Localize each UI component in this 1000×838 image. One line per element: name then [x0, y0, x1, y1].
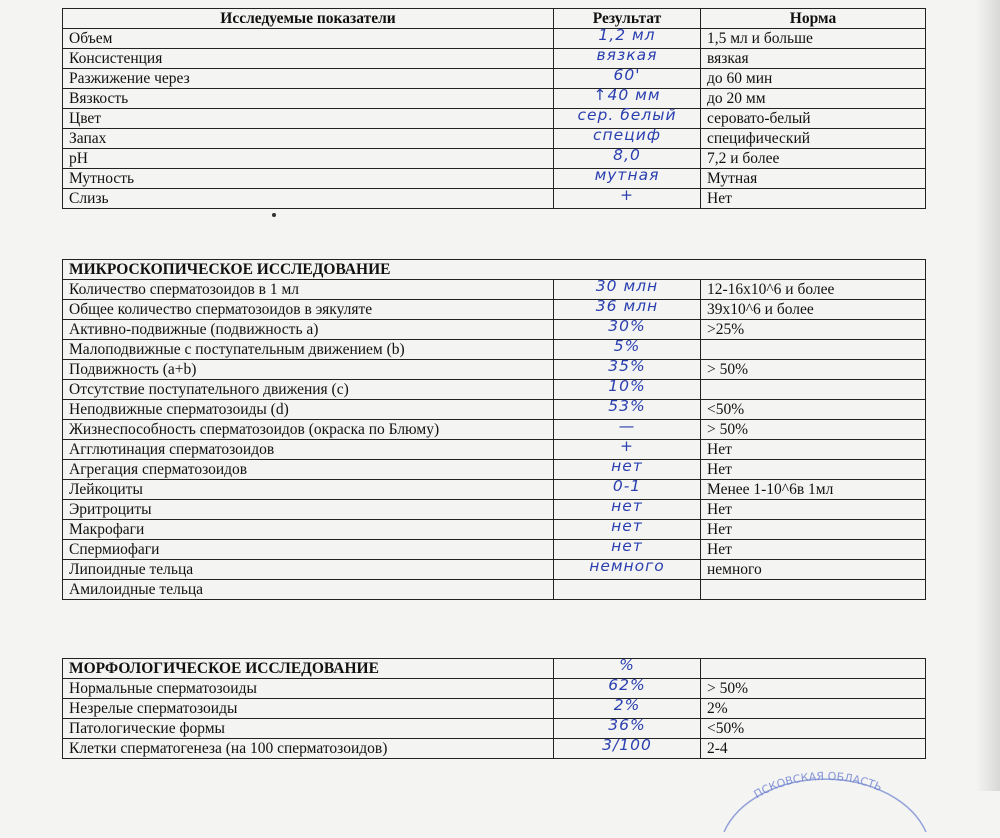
handwritten-result: 30 млн: [554, 280, 701, 300]
svg-text:ПСКОВСКАЯ ОБЛАСТЬ: [752, 770, 884, 801]
reference-norm: 7,2 и более: [701, 149, 926, 169]
handwritten-result: [554, 580, 701, 600]
table-row: [63, 440, 926, 460]
handwritten-result: 3/100: [554, 739, 701, 759]
indicator-name: Объем: [63, 29, 554, 49]
indicator-name: Разжижение через: [63, 69, 554, 89]
handwritten-result: сер. белый: [554, 109, 701, 129]
reference-norm: 2-4: [701, 739, 926, 759]
reference-norm: Мутная: [701, 169, 926, 189]
table-row: [63, 300, 926, 320]
indicator-name: Слизь: [63, 189, 554, 209]
reference-norm: 1,5 мл и больше: [701, 29, 926, 49]
indicator-name: Мутность: [63, 169, 554, 189]
reference-norm: <50%: [701, 400, 926, 420]
indicator-name: Амилоидные тельца: [63, 580, 554, 600]
reference-norm: [701, 380, 926, 400]
reference-norm: серовато-белый: [701, 109, 926, 129]
indicator-name: Малоподвижные с поступательным движением (b): [63, 340, 554, 360]
table-row: [63, 400, 926, 420]
reference-norm: > 50%: [701, 679, 926, 699]
reference-norm: до 20 мм: [701, 89, 926, 109]
table-row: [63, 560, 926, 580]
reference-norm: Нет: [701, 500, 926, 520]
table-row: [63, 480, 926, 500]
table-row: [63, 49, 926, 69]
table-row: [63, 149, 926, 169]
indicator-name: Эритроциты: [63, 500, 554, 520]
handwritten-result: 5%: [554, 340, 701, 360]
table-row: [63, 460, 926, 480]
reference-norm: <50%: [701, 719, 926, 739]
official-stamp: [720, 748, 930, 838]
indicator-name: Общее количество сперматозоидов в эякуляте: [63, 300, 554, 320]
indicator-name: Липоидные тельца: [63, 560, 554, 580]
table-row: [63, 520, 926, 540]
handwritten-result: нет: [554, 500, 701, 520]
table-row: [63, 540, 926, 560]
page-shadow: [976, 0, 1000, 791]
indicator-name: Активно-подвижные (подвижность а): [63, 320, 554, 340]
section-title-row: [63, 659, 926, 679]
reference-norm: [701, 340, 926, 360]
handwritten-result: специф: [554, 129, 701, 149]
handwritten-result: 1,2 мл: [554, 29, 701, 49]
indicator-name: Отсутствие поступательного движения (с): [63, 380, 554, 400]
microscopic-section-title: МИКРОСКОПИЧЕСКОЕ ИССЛЕДОВАНИЕ: [63, 260, 926, 280]
handwritten-result: +: [554, 189, 701, 209]
section-title-row: [63, 260, 926, 280]
table-row: [63, 29, 926, 49]
handwritten-result: —: [554, 420, 701, 440]
handwritten-result: 2%: [554, 699, 701, 719]
reference-norm: немного: [701, 560, 926, 580]
table-row: [63, 129, 926, 149]
reference-norm: > 50%: [701, 420, 926, 440]
table-row: [63, 360, 926, 380]
morphological-section-title: МОРФОЛОГИЧЕСКОЕ ИССЛЕДОВАНИЕ: [63, 659, 554, 679]
indicator-name: Вязкость: [63, 89, 554, 109]
handwritten-result: 36%: [554, 719, 701, 739]
table-row: [63, 69, 926, 89]
reference-norm: вязкая: [701, 49, 926, 69]
header-norm: Норма: [701, 9, 926, 29]
indicator-name: Незрелые сперматозоиды: [63, 699, 554, 719]
basic-indicators-table: [62, 8, 926, 209]
reference-norm: до 60 мин: [701, 69, 926, 89]
reference-norm: Нет: [701, 460, 926, 480]
table-row: [63, 280, 926, 300]
indicator-name: pH: [63, 149, 554, 169]
table-row: [63, 420, 926, 440]
handwritten-result: 53%: [554, 400, 701, 420]
ink-dot: [272, 213, 276, 217]
handwritten-result: нет: [554, 460, 701, 480]
indicator-name: Жизнеспособность сперматозоидов (окраска по Блюму): [63, 420, 554, 440]
reference-norm: Нет: [701, 520, 926, 540]
indicator-name: Количество сперматозоидов в 1 мл: [63, 280, 554, 300]
indicator-name: Макрофаги: [63, 520, 554, 540]
stamp-text: ПСКОВСКАЯ ОБЛАСТЬ: [751, 769, 884, 802]
handwritten-result: 8,0: [554, 149, 701, 169]
table-row: [63, 699, 926, 719]
indicator-name: Неподвижные сперматозоиды (d): [63, 400, 554, 420]
reference-norm: Менее 1-10^6в 1мл: [701, 480, 926, 500]
table-row: [63, 320, 926, 340]
handwritten-result: 62%: [554, 679, 701, 699]
section-norm-empty: [701, 659, 926, 679]
reference-norm: 2%: [701, 699, 926, 719]
reference-norm: Нет: [701, 189, 926, 209]
indicator-name: Клетки сперматогенеза (на 100 сперматозоидов): [63, 739, 554, 759]
indicator-name: Лейкоциты: [63, 480, 554, 500]
reference-norm: > 50%: [701, 360, 926, 380]
table-row: [63, 89, 926, 109]
reference-norm: 39x10^6 и более: [701, 300, 926, 320]
indicator-name: Подвижность (a+b): [63, 360, 554, 380]
reference-norm: [701, 580, 926, 600]
handwritten-result: вязкая: [554, 49, 701, 69]
table-header-row: [63, 9, 926, 29]
reference-norm: >25%: [701, 320, 926, 340]
handwritten-result: 36 млн: [554, 300, 701, 320]
handwritten-result: +: [554, 440, 701, 460]
handwritten-result: нет: [554, 520, 701, 540]
table-row: [63, 189, 926, 209]
morphological-table: [62, 658, 926, 759]
reference-norm: специфический: [701, 129, 926, 149]
indicator-name: Нормальные сперматозоиды: [63, 679, 554, 699]
table-row: [63, 500, 926, 520]
indicator-name: Спермиофаги: [63, 540, 554, 560]
reference-norm: Нет: [701, 440, 926, 460]
handwritten-result: 35%: [554, 360, 701, 380]
section-result-mark: %: [554, 659, 701, 679]
table-row: [63, 679, 926, 699]
handwritten-result: 0-1: [554, 480, 701, 500]
table-row: [63, 169, 926, 189]
handwritten-result: мутная: [554, 169, 701, 189]
indicator-name: Цвет: [63, 109, 554, 129]
table-row: [63, 109, 926, 129]
indicator-name: Консистенция: [63, 49, 554, 69]
header-indicators: Исследуемые показатели: [63, 9, 554, 29]
handwritten-result: нет: [554, 540, 701, 560]
handwritten-result: 10%: [554, 380, 701, 400]
handwritten-result: немного: [554, 560, 701, 580]
indicator-name: Запах: [63, 129, 554, 149]
indicator-name: Агглютинация сперматозоидов: [63, 440, 554, 460]
table-row: [63, 719, 926, 739]
handwritten-result: ↑40 мм: [554, 89, 701, 109]
reference-norm: Нет: [701, 540, 926, 560]
handwritten-result: 30%: [554, 320, 701, 340]
table-row: [63, 580, 926, 600]
indicator-name: Агрегация сперматозоидов: [63, 460, 554, 480]
microscopic-table: [62, 259, 926, 600]
table-row: [63, 380, 926, 400]
reference-norm: 12-16x10^6 и более: [701, 280, 926, 300]
indicator-name: Патологические формы: [63, 719, 554, 739]
handwritten-result: 60': [554, 69, 701, 89]
table-row: [63, 340, 926, 360]
header-result: Результат: [554, 9, 701, 29]
